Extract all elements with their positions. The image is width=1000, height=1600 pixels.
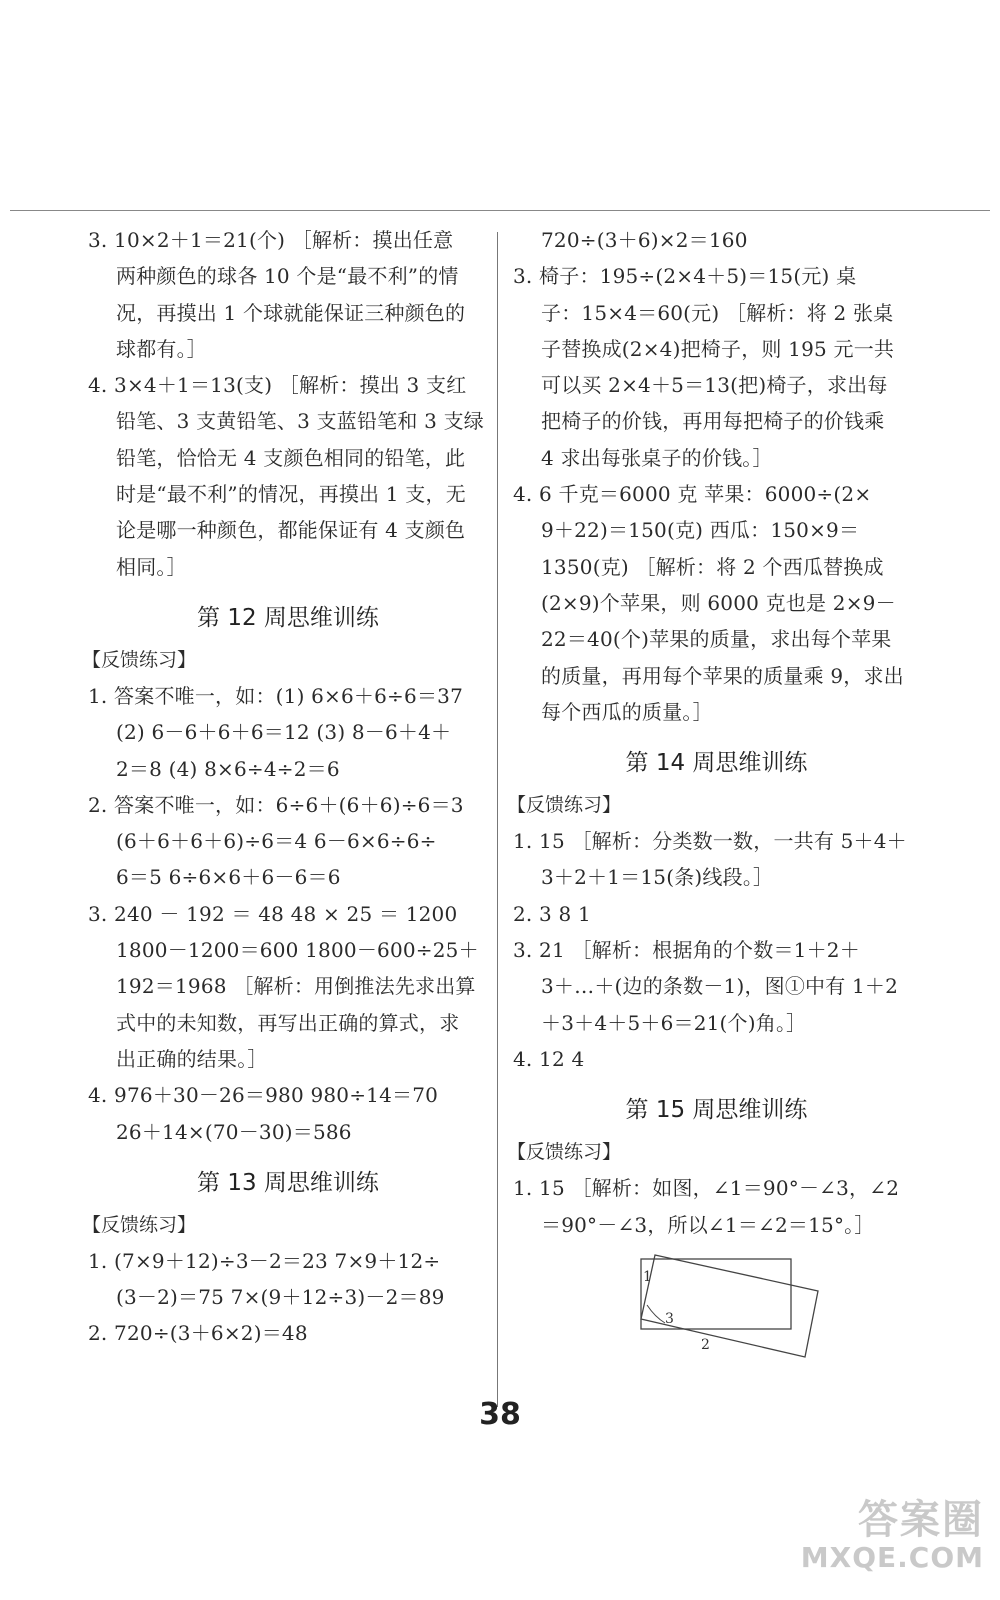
watermark-title: 答案圈 (858, 1497, 984, 1543)
answer-line: 1. 15 ［解析：分类数一数，一共有 5＋4＋ (513, 829, 907, 854)
right-column (507, 222, 920, 1367)
left-column (82, 222, 488, 1352)
answer-line: 子替换成(2×4)把椅子，则 195 元一共 (541, 336, 895, 361)
answer-line: 3＋…＋(边的条数－1)，图①中有 1＋2 (541, 974, 899, 999)
answer-line: 3. 21 ［解析：根据角的个数＝1＋2＋ (513, 938, 860, 963)
answer-line: 1. (7×9＋12)÷3－2＝23 7×9＋12÷ (88, 1248, 441, 1273)
answer-line: ＋3＋4＋5＋6＝21(个)角。］ (541, 1010, 807, 1035)
section-heading: 第 12 周思维训练 (197, 604, 379, 631)
answer-line: 3. 10×2＋1＝21(个) ［解析：摸出任意 (88, 228, 454, 252)
answer-line: 9＋22)＝150(克) 西瓜：150×9＝ (541, 518, 860, 543)
watermark (801, 1499, 984, 1574)
answer-line: 1. 15 ［解析：如图，∠1＝90°－∠3，∠2 (513, 1176, 900, 1201)
answer-line: 4. 6 千克＝6000 克 苹果：6000÷(2× (513, 482, 872, 507)
answer-line: 192＝1968 ［解析：用倒推法先求出算 (116, 974, 476, 999)
answer-line: 子：15×4＝60(元) ［解析：将 2 张桌 (541, 300, 894, 325)
column-divider (497, 232, 498, 1407)
section-heading: 第 14 周思维训练 (625, 750, 808, 777)
answer-line: ＝90°－∠3，所以∠1＝∠2＝15°。］ (541, 1212, 875, 1237)
angle-label-2: 2 (701, 1336, 710, 1353)
answer-line: 每个西瓜的质量。］ (541, 699, 713, 724)
subsection-label: 【反馈练习】 (507, 794, 622, 817)
answer-line: 式中的未知数，再写出正确的算式，求 (116, 1010, 460, 1035)
answer-line: 2＝8 (4) 8×6÷4÷2＝6 (116, 756, 340, 781)
answer-line: 相同。］ (116, 554, 187, 579)
right-column-lines (507, 222, 920, 1243)
answer-line: 3＋2＋1＝15(条)线段。］ (541, 865, 774, 890)
answer-line: (6＋6＋6＋6)÷6＝4 6－6×6÷6÷ (116, 829, 437, 854)
answer-line: 球都有。］ (116, 336, 207, 361)
answer-line: 2. 3 8 1 (513, 901, 591, 926)
subsection-label: 【反馈练习】 (82, 1213, 197, 1236)
outer-rectangle (641, 1259, 791, 1329)
answer-line: 3. 椅子：195÷(2×4＋5)＝15(元) 桌 (513, 264, 857, 289)
answer-line: 可以买 2×4＋5＝13(把)椅子，求出每 (541, 373, 888, 398)
answer-line: 两种颜色的球各 10 个是“最不利”的情 (116, 264, 459, 289)
answer-line: 论是哪一种颜色，都能保证有 4 支颜色 (116, 518, 466, 543)
answer-line: 2. 答案不唯一，如：6÷6＋(6＋6)÷6＝3 (88, 792, 464, 817)
answer-line: 铅笔，恰恰无 4 支颜色相同的铅笔，此 (116, 445, 466, 470)
answer-line: 铅笔、3 支黄铅笔、3 支蓝铅笔和 3 支绿 (116, 409, 485, 434)
answer-line: (2) 6－6＋6＋6＝12 (3) 8－6＋4＋ (116, 720, 452, 745)
answer-line: 6＝5 6÷6×6＋6－6＝6 (116, 865, 341, 890)
subsection-label: 【反馈练习】 (82, 648, 197, 671)
angle-label-1: 1 (643, 1268, 652, 1285)
answer-line: 1. 答案不唯一，如：(1) 6×6＋6÷6＝37 (88, 683, 463, 708)
answer-line: 4 求出每张桌子的价钱。］ (541, 445, 773, 470)
subsection-label: 【反馈练习】 (507, 1141, 622, 1164)
answer-line: 26＋14×(70－30)＝586 (116, 1119, 352, 1144)
answer-line: 4. 3×4＋1＝13(支) ［解析：摸出 3 支红 (88, 373, 467, 398)
answer-line: 1800－1200＝600 1800－600÷25＋ (116, 938, 479, 963)
answer-line: 720÷(3＋6)×2＝160 (541, 228, 748, 252)
angle-arc (647, 1305, 665, 1323)
answer-line: (3－2)＝75 7×(9＋12÷3)－2＝89 (116, 1285, 445, 1310)
top-rule (10, 210, 990, 211)
answer-line: 出正确的结果。］ (116, 1046, 268, 1071)
answer-line: 4. 976＋30－26＝980 980÷14＝70 (88, 1083, 439, 1108)
answer-line: 把椅子的价钱，再用每把椅子的价钱乘 (541, 409, 885, 434)
section-heading: 第 13 周思维训练 (197, 1169, 379, 1196)
answer-line: 22＝40(个)苹果的质量，求出每个苹果 (541, 627, 892, 652)
answer-line: 2. 720÷(3＋6×2)＝48 (88, 1321, 308, 1346)
answer-line: 1350(克) ［解析：将 2 个西瓜替换成 (541, 554, 884, 579)
section-heading: 第 15 周思维训练 (625, 1097, 808, 1124)
answer-line: 4. 12 4 (513, 1046, 585, 1071)
page-number: 38 (479, 1397, 521, 1432)
answer-line: 况，再摸出 1 个球就能保证三种颜色的 (116, 300, 466, 325)
watermark-url: MXQE.COM (800, 1541, 984, 1574)
angle-label-3: 3 (665, 1310, 674, 1327)
angle-figure (633, 1253, 833, 1363)
answer-line: 3. 240 － 192 ＝ 48 48 × 25 ＝ 1200 (88, 901, 458, 926)
answer-line: (2×9)个苹果，则 6000 克也是 2×9－ (541, 590, 896, 615)
answer-line: 的质量，再用每个苹果的质量乘 9，求出 (541, 663, 904, 688)
answer-line: 时是“最不利”的情况，再摸出 1 支，无 (116, 482, 466, 507)
